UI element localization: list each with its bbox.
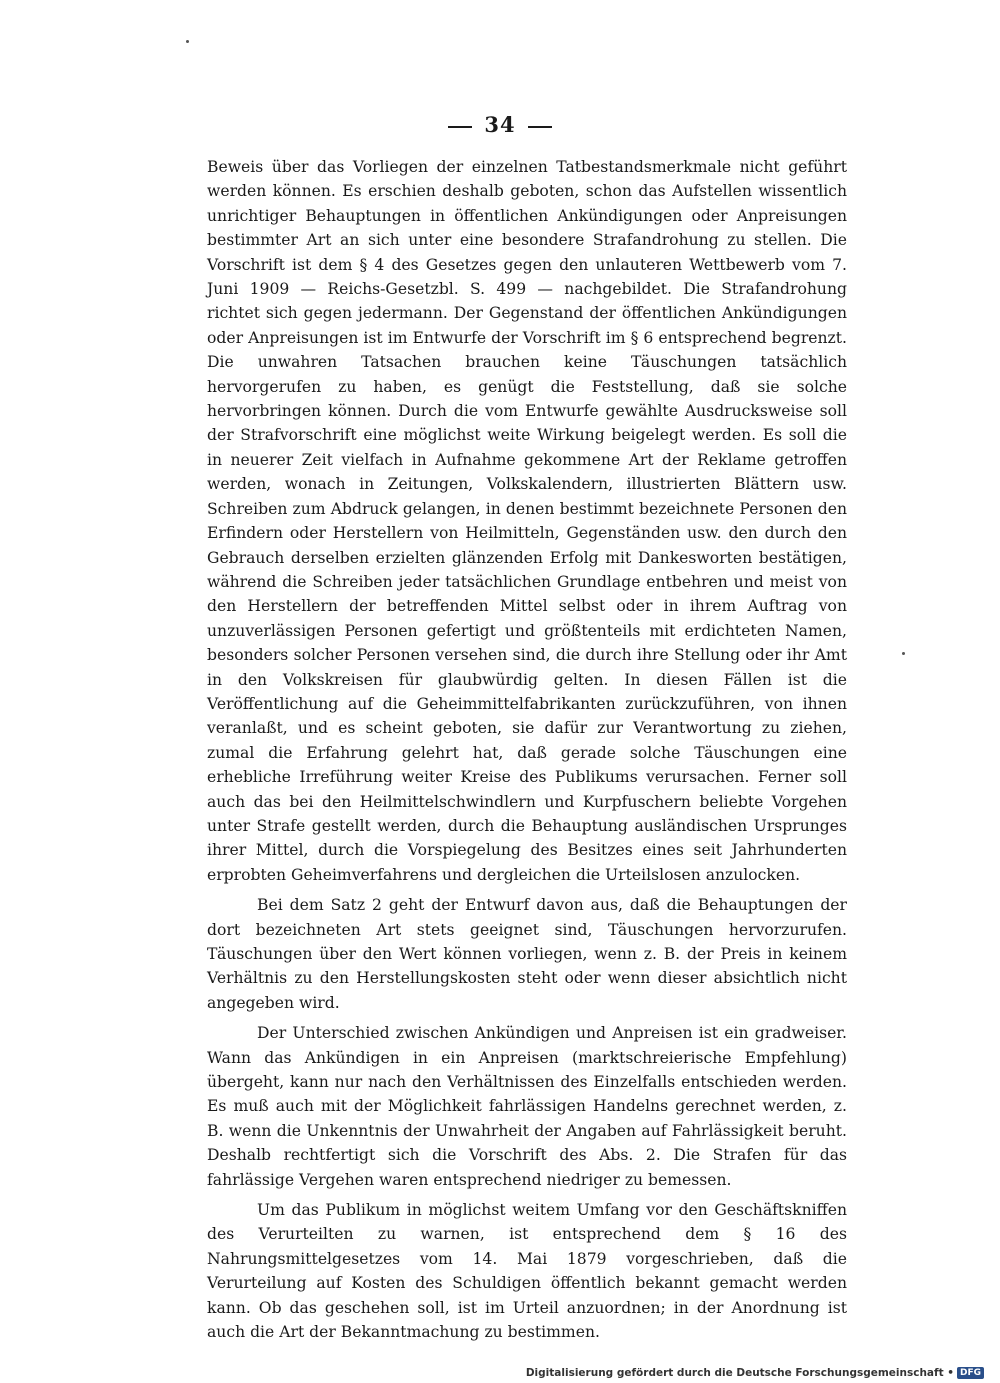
paragraph-1: Beweis über das Vorliegen der einzelnen Tatbestandsmerkmale nicht geführt werden können. Es erschien deshalb geboten, schon das Aufstellen wissentlich unrichtiger Behauptungen in öffentlichen Ankündigungen oder Anpreisungen bestimmter Art an sich unter eine besondere Strafandrohung zu stellen. Die Vorschrift ist dem § 4 des Gesetzes gegen den unlauteren Wettbewerb vom 7. Juni 1909 — Reichs-Gesetzbl. S. 499 — nachgebildet. Die Strafandrohung richtet sich gegen jedermann. Der Gegenstand der öffentlichen Ankündigungen oder Anpreisungen ist im Entwurfe der Vorschrift im § 6 entsprechend begrenzt. Die unwahren Tatsachen brauchen keine Täuschungen tatsächlich hervorgerufen zu haben, es genügt die Feststellung, daß sie solche hervorbringen können. Durch die vom Entwurfe gewählte Ausdrucksweise soll der Strafvorschrift eine möglichst weite Wirkung beigelegt werden. Es soll die in neuerer Zeit vielfach in Aufnahme gekommene Art der Reklame getroffen werden, wonach in Zeitungen, Volkskalendern, illustrierten Blättern usw. Schreiben zum Abdruck gelangen, in denen bestimmt bezeichnete Personen den Erfindern oder Herstellern von Heilmitteln, Gegenständen usw. den durch den Gebrauch derselben erzielten glänzenden Erfolg mit Dankesworten bestätigen, während die Schreiben jeder tatsächlichen Grundlage entbehren und meist von den Herstellern der betreffenden Mittel selbst oder in ihrem Auftrag von unzuverlässigen Personen gefertigt und größtenteils mit erdichteten Namen, besonders solcher Personen versehen sind, die durch ihre Stellung oder ihr Amt in den Volkskreisen für glaubwürdig gelten. In diesen Fällen ist die Veröffentlichung auf die Geheimmittelfabrikanten zurückzuführen, von ihnen veranlaßt, und es scheint geboten, sie dafür zur Verantwortung zu ziehen, zumal die Erfahrung gelehrt hat, daß gerade solche Täuschungen eine erhebliche Irreführung weiter Kreise des Publikums verursachen. Ferner soll auch das bei den Heilmittelschwindlern und Kurpfuschern beliebte Vorgehen unter Strafe gestellt werden, durch die Behauptung ausländischen Ursprunges ihrer Mittel, durch die Vorspiegelung des Besitzes eines seit Jahrhunderten erprobten Geheimverfahrens und dergleichen die Urteilslosen anzulocken. (207, 158, 847, 884)
page-number-dash-right (528, 126, 552, 128)
dfg-logo-icon: DFG (957, 1367, 984, 1379)
footer-credit (526, 1367, 984, 1379)
page-number (0, 112, 1000, 137)
paragraph-2: Bei dem Satz 2 geht der Entwurf davon aus, daß die Behauptungen der dort bezeichneten Art stets geeignet sind, Täuschungen hervorzurufen. Täuschungen über den Wert können vorliegen, wenn z. B. der Preis in keinem Verhältnis zu den Herstellungskosten steht oder wenn dieser absichtlich nicht angegeben wird. (207, 896, 847, 1012)
body-text (207, 155, 847, 1345)
footer-credit-text: Digitalisierung gefördert durch die Deutsche Forschungsgemeinschaft • (525, 1367, 954, 1379)
page-number-text: 34 (484, 112, 516, 137)
paragraph-4: Um das Publikum in möglichst weitem Umfang vor den Geschäftskniffen des Verurteilten zu warnen, ist entsprechend dem § 16 des Nahrungsmittelgesetzes vom 14. Mai 1879 vorgeschrieben, daß die Verurteilung auf Kosten des Schuldigen öffentlich bekannt gemacht werden kann. Ob das geschehen soll, ist im Urteil anzuordnen; in der Anordnung ist auch die Art der Bekanntmachung zu bestimmen. (207, 1201, 847, 1342)
paragraph-3: Der Unterschied zwischen Ankündigen und Anpreisen ist ein gradweiser. Wann das Ankündigen in ein Anpreisen (marktschreierische Empfehlung) übergeht, kann nur nach den Verhältnissen des Einzelfalls entschieden werden. Es muß auch mit der Möglichkeit fahrlässigen Handelns gerechnet werden, z. B. wenn die Unkenntnis der Unwahrheit der Angaben auf Fahrlässigkeit beruht. Deshalb rechtfertigt sich die Vorschrift des Abs. 2. Die Strafen für das fahrlässige Vergehen waren entsprechend niedriger zu bemessen. (207, 1024, 847, 1189)
page-number-dash-left (448, 126, 472, 128)
scan-speck (186, 40, 189, 43)
scan-speck (902, 652, 905, 655)
